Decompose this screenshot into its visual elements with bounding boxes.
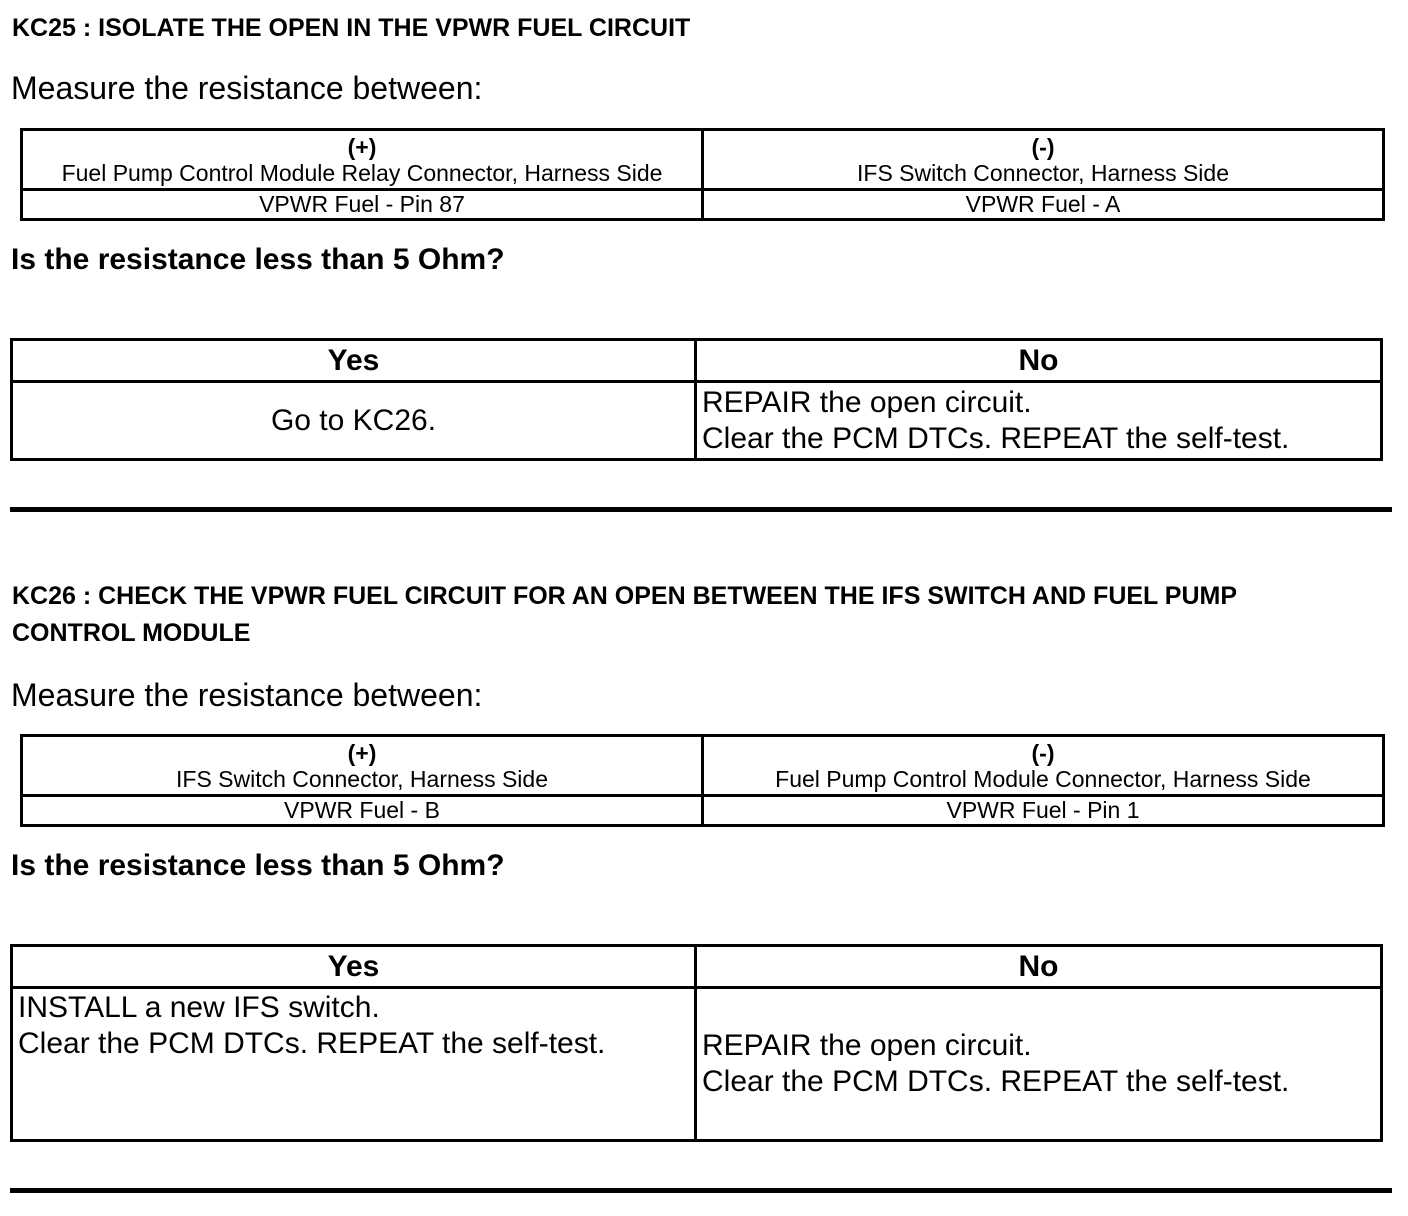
kc26-no-line: Clear the PCM DTCs. REPEAT the self-test. xyxy=(702,1065,1290,1098)
kc25-question: Is the resistance less than 5 Ohm? xyxy=(11,243,505,276)
kc25-plus-sign: (+) xyxy=(347,133,377,160)
kc25-minus-connector: IFS Switch Connector, Harness Side xyxy=(857,159,1229,186)
kc26-measurement-table xyxy=(20,734,1385,827)
kc25-instruction: Measure the resistance between: xyxy=(11,70,483,106)
kc25-minus-sign: (-) xyxy=(1031,133,1055,160)
kc26-title-line: CONTROL MODULE xyxy=(12,619,251,647)
kc26-plus-connector: IFS Switch Connector, Harness Side xyxy=(176,765,548,792)
kc26-minus-pin: VPWR Fuel - Pin 1 xyxy=(703,796,1384,826)
section-divider xyxy=(10,507,1392,512)
kc25-yes-line: Go to KC26. xyxy=(270,403,437,437)
kc26-minus-sign: (-) xyxy=(1031,739,1055,766)
kc25-no-line: Clear the PCM DTCs. REPEAT the self-test. xyxy=(702,421,1290,455)
kc26-no-line: REPAIR the open circuit. xyxy=(702,1029,1032,1062)
kc26-minus-connector: Fuel Pump Control Module Connector, Harness Side xyxy=(775,765,1311,792)
kc26-plus-connector-cell xyxy=(22,736,703,796)
kc25-no-action xyxy=(696,382,1382,460)
kc26-instruction: Measure the resistance between: xyxy=(11,677,483,713)
kc26-yes-action xyxy=(12,988,696,1141)
kc25-measurement-table xyxy=(20,128,1385,221)
kc25-no-line: REPAIR the open circuit. xyxy=(702,385,1032,419)
kc26-step-title xyxy=(12,578,1237,652)
kc26-minus-connector-cell xyxy=(703,736,1384,796)
kc25-minus-connector-cell xyxy=(703,130,1384,190)
kc25-yes-no-table xyxy=(10,338,1383,461)
kc25-plus-connector-cell xyxy=(22,130,703,190)
kc26-yes-line: Clear the PCM DTCs. REPEAT the self-test. xyxy=(18,1027,606,1060)
kc25-step-title: KC25 : ISOLATE THE OPEN IN THE VPWR FUEL CIRCUIT xyxy=(12,14,691,42)
section-divider xyxy=(10,1188,1392,1193)
kc25-plus-connector: Fuel Pump Control Module Relay Connector, Harness Side xyxy=(61,159,663,186)
kc26-yes-header: Yes xyxy=(12,946,696,988)
kc26-question: Is the resistance less than 5 Ohm? xyxy=(11,849,505,882)
kc25-minus-pin: VPWR Fuel - A xyxy=(703,190,1384,220)
kc25-yes-action xyxy=(12,382,696,460)
kc25-no-header: No xyxy=(696,340,1382,382)
kc26-no-header: No xyxy=(696,946,1382,988)
kc25-yes-header: Yes xyxy=(12,340,696,382)
kc26-plus-sign: (+) xyxy=(347,739,377,766)
kc26-plus-pin: VPWR Fuel - B xyxy=(22,796,703,826)
kc26-yes-no-table xyxy=(10,944,1383,1142)
kc26-no-action xyxy=(696,988,1382,1141)
kc26-yes-line: INSTALL a new IFS switch. xyxy=(18,991,380,1024)
kc26-title-line: KC26 : CHECK THE VPWR FUEL CIRCUIT FOR AN OPEN BETWEEN THE IFS SWITCH AND FUEL PUMP xyxy=(12,582,1238,610)
kc25-plus-pin: VPWR Fuel - Pin 87 xyxy=(22,190,703,220)
